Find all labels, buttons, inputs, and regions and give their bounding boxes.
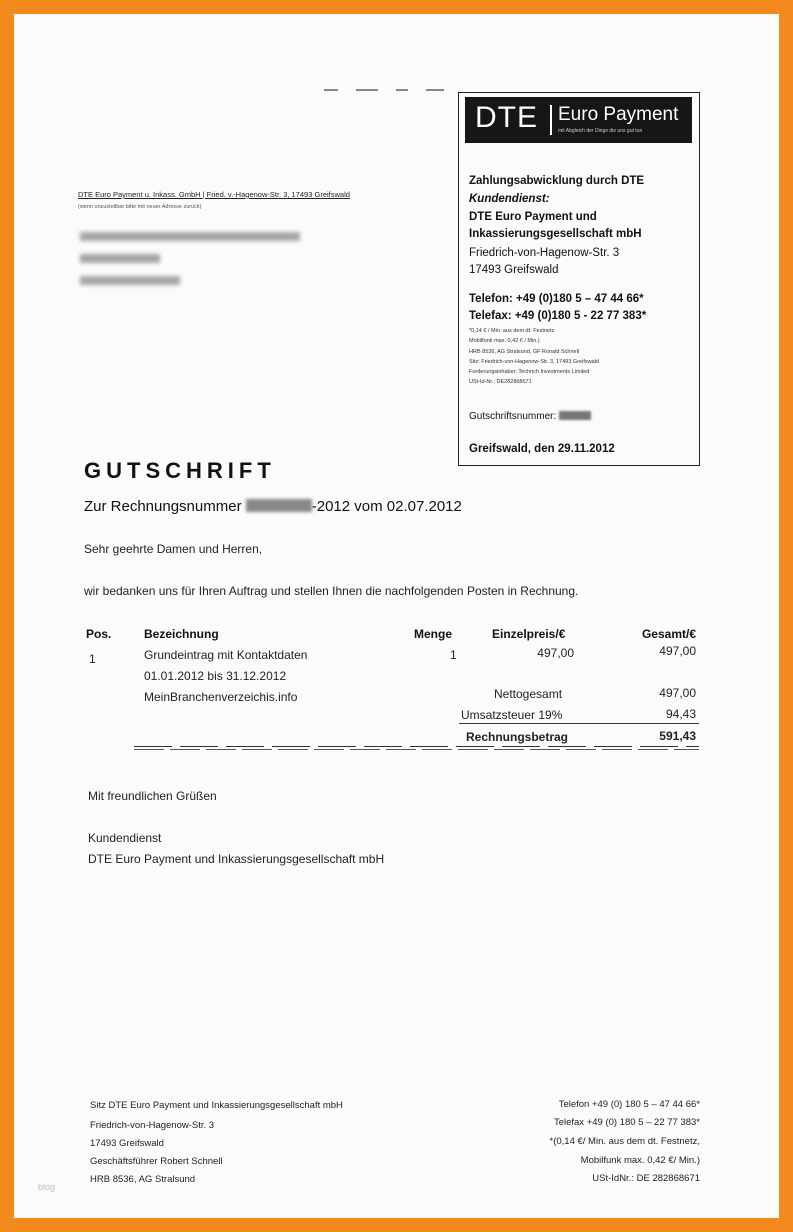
sender-note: (wenn unzustellbar bitte mit neuer Adresse zurück) <box>78 204 202 210</box>
col-header-unit: Einzelpreis/€ <box>492 627 566 641</box>
box-tiny-1: *0,14 € / Min. aus dem dt. Festnetz <box>469 328 555 334</box>
sum-dashed-line <box>134 746 699 747</box>
logo-name: DTE <box>475 101 538 134</box>
box-service-label: Kundendienst: <box>469 193 550 205</box>
closing-company: DTE Euro Payment und Inkassierungsgesellschaft mbH <box>88 852 385 866</box>
company-info-box <box>458 92 700 466</box>
footer-left-5: HRB 8536, AG Stralsund <box>90 1174 196 1185</box>
box-fax: Telefax: +49 (0)180 5 - 22 77 383* <box>469 310 647 322</box>
footer-left-4: Geschäftsführer Robert Schnell <box>90 1156 223 1167</box>
box-street: Friedrich-von-Hagenow-Str. 3 <box>469 247 620 259</box>
box-tiny-5: Forderungsinhaber: Techrich Investments Limited <box>469 369 590 375</box>
footer-left-3: 17493 Greifswald <box>90 1138 164 1149</box>
row-desc-1: Grundeintrag mit Kontaktdaten <box>144 648 308 662</box>
sender-line: DTE Euro Payment u. Inkass. GmbH | Fried. v.-Hagenow-Str. 3, 17493 Greifswald <box>78 190 350 199</box>
footer-right-3: *(0,14 €/ Min. aus dem dt. Festnetz, <box>549 1136 700 1147</box>
box-company-line2: Inkassierungsgesellschaft mbH <box>469 228 642 240</box>
col-header-desc: Bezeichnung <box>144 627 219 641</box>
box-tiny-6: USt-Id-Nr.: DE282868671 <box>469 379 532 385</box>
net-label: Nettogesamt <box>494 687 563 701</box>
row-pos: 1 <box>89 652 96 666</box>
row-desc-2: 01.01.2012 bis 31.12.2012 <box>144 669 287 683</box>
vat-label: Umsatzsteuer 19% <box>461 708 563 722</box>
row-total: 497,00 <box>659 644 696 658</box>
subject-line: Zur Rechnungsnummer -2012 vom 02.07.2012 <box>84 498 462 515</box>
row-desc-3: MeinBranchenverzeichis.info <box>144 690 298 704</box>
salutation: Sehr geehrte Damen und Herren, <box>84 542 263 556</box>
logo-separator <box>550 105 552 135</box>
scan-marks <box>324 78 462 96</box>
box-city: 17493 Greifswald <box>469 264 559 276</box>
box-tiny-3: HRB 8536, AG Stralsund, GF Ronald Schnell <box>469 349 580 355</box>
footer-right-2: Telefax +49 (0) 180 5 – 22 77 383* <box>553 1117 700 1128</box>
redacted-number <box>246 499 312 512</box>
logo-product: Euro Payment <box>558 104 679 125</box>
document-page <box>14 14 779 1218</box>
sum-double-line <box>134 749 699 750</box>
sum-label: Rechnungsbetrag <box>466 730 569 744</box>
row-unit-price: 497,00 <box>537 646 574 660</box>
col-header-total: Gesamt/€ <box>641 627 696 641</box>
closing-greeting: Mit freundlichen Grüßen <box>88 789 217 803</box>
col-header-qty: Menge <box>414 627 453 641</box>
intro-text: wir bedanken uns für Ihren Auftrag und stellen Ihnen die nachfolgenden Posten in Rechnung. <box>84 584 579 598</box>
sum-value: 591,43 <box>659 729 696 743</box>
footer-right-5: USt-IdNr.: DE 282868671 <box>592 1173 700 1184</box>
box-phone: Telefon: +49 (0)180 5 – 47 44 66* <box>469 293 644 305</box>
logo-tagline: mit Abgleich der Dinge die uns gut tun <box>558 128 643 134</box>
box-credit-number-label: Gutschriftsnummer: <box>469 411 591 422</box>
footer-left-2: Friedrich-von-Hagenow-Str. 3 <box>90 1120 215 1131</box>
footer-left-1: Sitz DTE Euro Payment und Inkassierungsgesellschaft mbH <box>90 1100 343 1111</box>
box-heading: Zahlungsabwicklung durch DTE <box>469 175 645 187</box>
watermark: blog <box>38 1182 56 1192</box>
footer-right-4: Mobilfunk max. 0,42 €/ Min.) <box>580 1155 700 1166</box>
footer-right-1: Telefon +49 (0) 180 5 – 47 44 66* <box>558 1099 700 1110</box>
box-company-line1: DTE Euro Payment und <box>469 211 597 223</box>
box-tiny-4: Sitz: Friedrich-von-Hagenow-Str. 3, 17493 Greifswald <box>469 359 599 365</box>
col-header-pos: Pos. <box>86 627 112 641</box>
dte-logo <box>465 97 692 143</box>
closing-dept: Kundendienst <box>88 831 162 845</box>
vat-underline <box>459 723 699 724</box>
net-value: 497,00 <box>659 686 696 700</box>
vat-value: 94,43 <box>665 707 696 721</box>
row-qty: 1 <box>450 648 457 662</box>
box-place-date: Greifswald, den 29.11.2012 <box>469 443 615 455</box>
document-title: GUTSCHRIFT <box>84 458 276 483</box>
box-tiny-2: Mobilfunk max. 0,42 € / Min.) <box>469 338 540 344</box>
